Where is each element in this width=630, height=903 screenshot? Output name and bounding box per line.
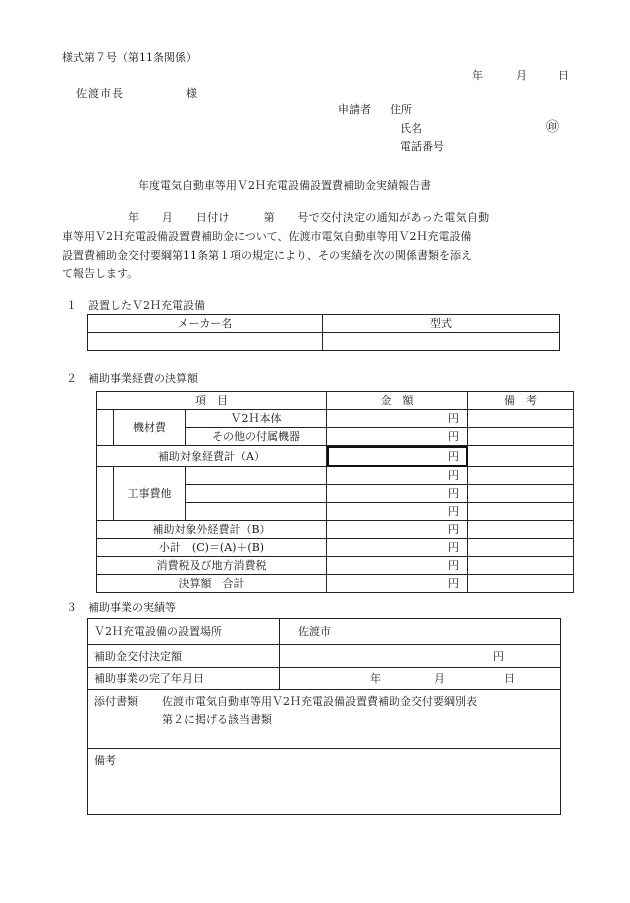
results-table [87, 618, 561, 815]
remarks-cell [468, 446, 574, 467]
construction-cost-label: 工事費他 [114, 467, 186, 521]
body-line-3: 設置費補助金交付要綱第11条第１項の規定により、その実績を次の関係書類を添え [62, 249, 472, 262]
body-line-2: 車等用Ｖ2Ｈ充電設備設置費補助金について、佐渡市電気自動車等用Ｖ2Ｈ充電設備 [62, 230, 472, 243]
accessories-label: その他の付属機器 [186, 428, 327, 446]
grand-total-label: 決算額 合計 [97, 575, 327, 593]
remarks-cell [468, 485, 574, 503]
applicant-name-label: 氏名 [400, 122, 422, 135]
date-month: 月 [516, 69, 527, 82]
remarks-cell [468, 410, 574, 428]
v2h-body-label: Ｖ2Ｈ本体 [186, 410, 327, 428]
location-value: 佐渡市 [280, 619, 561, 645]
remarks-cell [468, 467, 574, 485]
attachments-label: 添付書類 [94, 695, 138, 708]
attachments-cell [88, 690, 561, 749]
applicant-label: 申請者 [338, 103, 371, 116]
document-title: 年度電気自動車等用Ｖ2Ｈ充電設備設置費補助金実績報告書 [138, 179, 431, 192]
subsidy-target-total-label: 補助対象経費計（A） [97, 446, 327, 467]
model-header: 型式 [323, 315, 560, 333]
expense-table [96, 391, 574, 593]
decision-amount-label: 補助金交付決定額 [88, 645, 280, 668]
amount-cell: 円 [327, 575, 468, 593]
section1-heading: １ 設置したＶ2Ｈ充電設備 [66, 299, 205, 312]
remarks-cell [88, 749, 561, 815]
amount-cell: 円 [327, 503, 468, 521]
maker-value [88, 333, 323, 351]
applicant-phone-label: 電話番号 [400, 140, 444, 153]
remarks-cell [468, 557, 574, 575]
amount-cell: 円 [327, 557, 468, 575]
amount-cell: 円 [327, 539, 468, 557]
section2-heading: ２ 補助事業経費の決算額 [66, 372, 198, 385]
amount-cell: 円 [327, 410, 468, 428]
model-value [323, 333, 560, 351]
amount-header: 金 額 [327, 392, 468, 410]
body-line-1: 年 月 日付け 第 号で交付決定の通知があった電気自動 [128, 211, 490, 224]
tax-label: 消費税及び地方消費税 [97, 557, 327, 575]
seal-mark: ㊞ [546, 120, 560, 135]
remarks-cell [468, 575, 574, 593]
item-header: 項 目 [97, 392, 327, 410]
completion-month: 月 [434, 672, 445, 685]
addressee-honorific: 様 [186, 87, 197, 100]
date-day: 日 [558, 69, 569, 82]
subtotal-label: 小計 (C)＝(A)＋(B) [97, 539, 327, 557]
attachments-text-2: 第２に掲げる該当書類 [162, 713, 272, 726]
construction-item [186, 503, 327, 521]
section3-heading: ３ 補助事業の実績等 [66, 601, 176, 614]
body-line-4: て報告します。 [62, 267, 139, 280]
remarks-label: 備考 [94, 754, 116, 767]
subsidy-target-amount: 円 [327, 446, 468, 467]
completion-year: 年 [370, 672, 381, 685]
remarks-cell [468, 428, 574, 446]
remarks-cell [468, 521, 574, 539]
applicant-address-label: 住所 [390, 103, 412, 116]
date-year: 年 [472, 69, 483, 82]
equipment-table [87, 314, 560, 351]
equipment-cost-label: 機材費 [114, 410, 186, 446]
remarks-cell [468, 503, 574, 521]
maker-header: メーカー名 [88, 315, 323, 333]
amount-cell: 円 [327, 467, 468, 485]
completion-date-value [280, 668, 561, 690]
construction-item [186, 485, 327, 503]
amount-cell: 円 [327, 485, 468, 503]
completion-day: 日 [504, 672, 515, 685]
addressee-city: 佐渡市長 [76, 87, 124, 100]
completion-date-label: 補助事業の完了年月日 [88, 668, 280, 690]
non-target-total-label: 補助対象外経費計（B） [97, 521, 327, 539]
remarks-header: 備 考 [468, 392, 574, 410]
location-label: Ｖ2Ｈ充電設備の設置場所 [88, 619, 280, 645]
amount-cell: 円 [327, 428, 468, 446]
amount-cell: 円 [327, 521, 468, 539]
remarks-cell [468, 539, 574, 557]
construction-item [186, 467, 327, 485]
decision-amount-value: 円 [280, 645, 561, 668]
attachments-text-1: 佐渡市電気自動車等用Ｖ2Ｈ充電設備設置費補助金交付要綱別表 [162, 695, 477, 708]
form-number: 様式第７号（第11条関係） [62, 51, 197, 64]
